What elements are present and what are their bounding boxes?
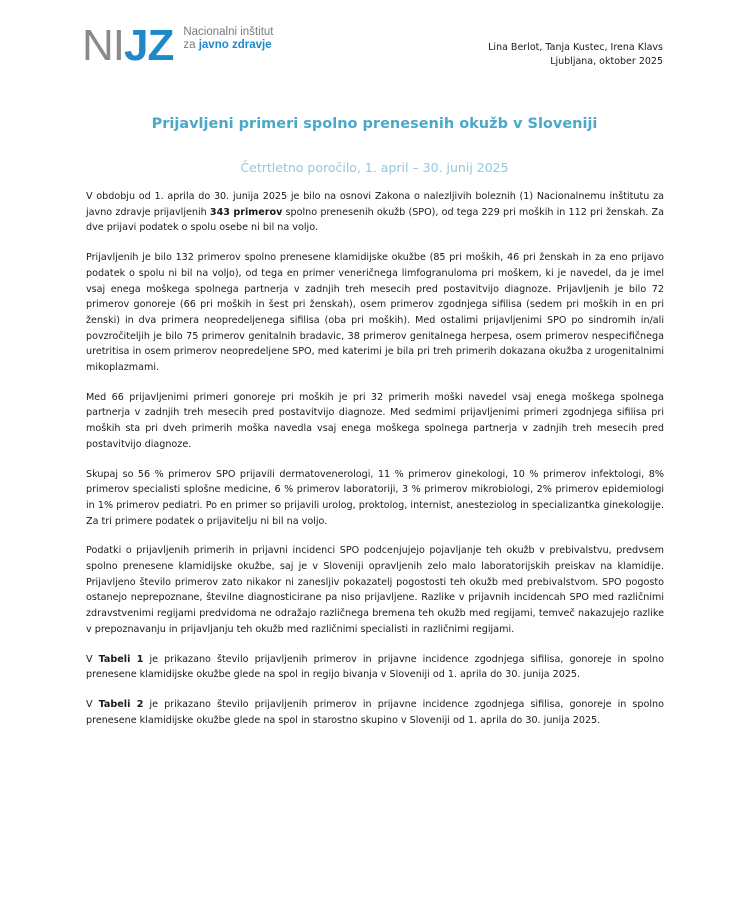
logo-line-2-prefix: za xyxy=(183,39,196,51)
table-1-reference: Tabeli 1 xyxy=(98,653,144,665)
logo-mark-ni: NI xyxy=(82,21,124,70)
document-meta xyxy=(488,41,663,69)
document-title: Prijavljeni primeri spolno prenesenih okužb v Sloveniji xyxy=(151,116,598,132)
logo-line-2 xyxy=(183,39,273,52)
logo-line-2-bold: javno zdravje xyxy=(198,39,272,51)
paragraph-7 xyxy=(86,697,664,728)
p1-text-a: V obdobju od 1. aprila do 30. junija 2025 je bilo na osnovi Zakona o nalezljivih boleznih (1) Nacionalnemu inštitutu za javno zdravje prijavljenih xyxy=(86,191,664,218)
logo-text xyxy=(183,26,273,52)
document-body xyxy=(86,189,664,742)
p7-text-a: V xyxy=(86,698,99,710)
paragraph-3: Med 66 prijavljenimi primeri gonoreje pri moških je pri 32 primerih moški navedel vsaj enega moškega spolnega partnerja v zadnjih treh mesecih pred postavitvijo diagnoze. Med sedmimi prijavljenimi primeri zgodnjega sifilisa pri moških sta pri dveh primerih moška navedla vsaj enega moškega spolnega partnerja v zadnjih treh mesecih pred postavitvijo diagnoze. xyxy=(86,391,664,450)
p6-text-a: V xyxy=(86,653,99,665)
p1-bold: 343 primerov xyxy=(209,206,283,218)
document-subtitle: Četrtletno poročilo, 1. april – 30. junij 2025 xyxy=(240,160,509,175)
paragraph-6 xyxy=(86,652,664,683)
paragraph-5: Podatki o prijavljenih primerih in prijavni incidenci SPO podcenjujejo pojavljanje teh okužb v prebivalstvu, predvsem spolno prenesene klamidijske okužbe, saj je v Sloveniji opravljenih zelo malo laboratorijskih preiskav na klamidije. Prijavljeno število primerov zato nikakor ni zanesljiv pokazatelj pogostosti teh okužb med prebivalstvom. SPO pogosto ostanejo neprepoznane, številne diagnosticirane pa niso prijavljene. Razlike v prijavnih incidencah SPO med različnimi zdravstvenimi regijami predvidoma ne odražajo različnega bremena teh okužb med regijami, temveč nakazujejo razlike v prepoznavanju in prijavljanju teh okužb med različnimi specialisti in različnimi regijami. xyxy=(86,545,664,635)
authors: Lina Berlot, Tanja Kustec, Irena Klavs xyxy=(488,42,663,53)
paragraph-4: Skupaj so 56 % primerov SPO prijavili dermatovenerologi, 11 % primerov ginekologi, 10 % primerov infektologi, 8% primerov specialisti splošne medicine, 6 % primerov laboratoriji, 3 % primerov mikrobiologi, 2% primerov epidemiologi in 1% primerov pediatri. Po en primer so prijavili urolog, proktolog, internist, anesteziolog in specializantka ginekologije. Za tri primere podatek o prijavitelju ni bil na voljo. xyxy=(86,468,664,527)
p6-text-b: je prikazano število prijavljenih primerov in prijavne incidence zgodnjega sifilisa, gonoreje in spolno prenesene klamidijske okužbe glede na spol in regijo bivanja v Sloveniji od 1. aprila do 30. junija 2025. xyxy=(86,653,664,681)
p1-text-b: spolno prenesenih okužb (SPO), od tega 229 pri moških in 112 pri ženskah. Za dve prijavi podatek o spolu osebe ni bil na voljo. xyxy=(86,206,664,234)
logo-mark-jz: JZ xyxy=(124,21,174,70)
nijz-logo xyxy=(82,21,274,70)
paragraph-1 xyxy=(86,189,664,236)
place-date: Ljubljana, oktober 2025 xyxy=(550,56,663,67)
p7-text-b: je prikazano število prijavljenih primerov in prijavne incidence zgodnjega sifilisa, gonoreje in spolno prenesene klamidijske okužbe glede na spol in starostno skupino v Sloveniji od 1. aprila do 30. junija 2025. xyxy=(86,698,664,726)
paragraph-2: Prijavljenih je bilo 132 primerov spolno prenesene klamidijske okužbe (85 pri moških, 46 pri ženskah in za eno prijavo podatek o spolu ni bil na voljo), od tega en primer veneričnega limfogranuloma pri moškem, ki je navedel, da je imel vsaj enega moškega spolnega partnerja v zadnjih treh mesecih pred postavitvijo diagnoze. Prijavljenih je bilo 72 primerov gonoreje (66 pri moških in šest pri ženskah), osem primerov zgodnjega sifilisa (sedem pri moških in en pri ženski) in dva primera neopredeljenega sifilisa (oba pri moških). Med ostalimi prijavljenimi SPO po sindromih in/ali povzročiteljih je bilo 75 primerov genitalnih bradavic, 38 primerov genitalnega herpesa, osem primerov nespecifičnega uretritisa in osem primerov neopredeljene SPO, med katerimi je bila pri treh primerih dokazana okužba z urogenitalnimi mikoplazmami. xyxy=(86,252,664,374)
logo-line-1: Nacionalni inštitut xyxy=(183,26,274,38)
logo-mark xyxy=(82,21,174,70)
table-2-reference: Tabeli 2 xyxy=(98,698,144,710)
